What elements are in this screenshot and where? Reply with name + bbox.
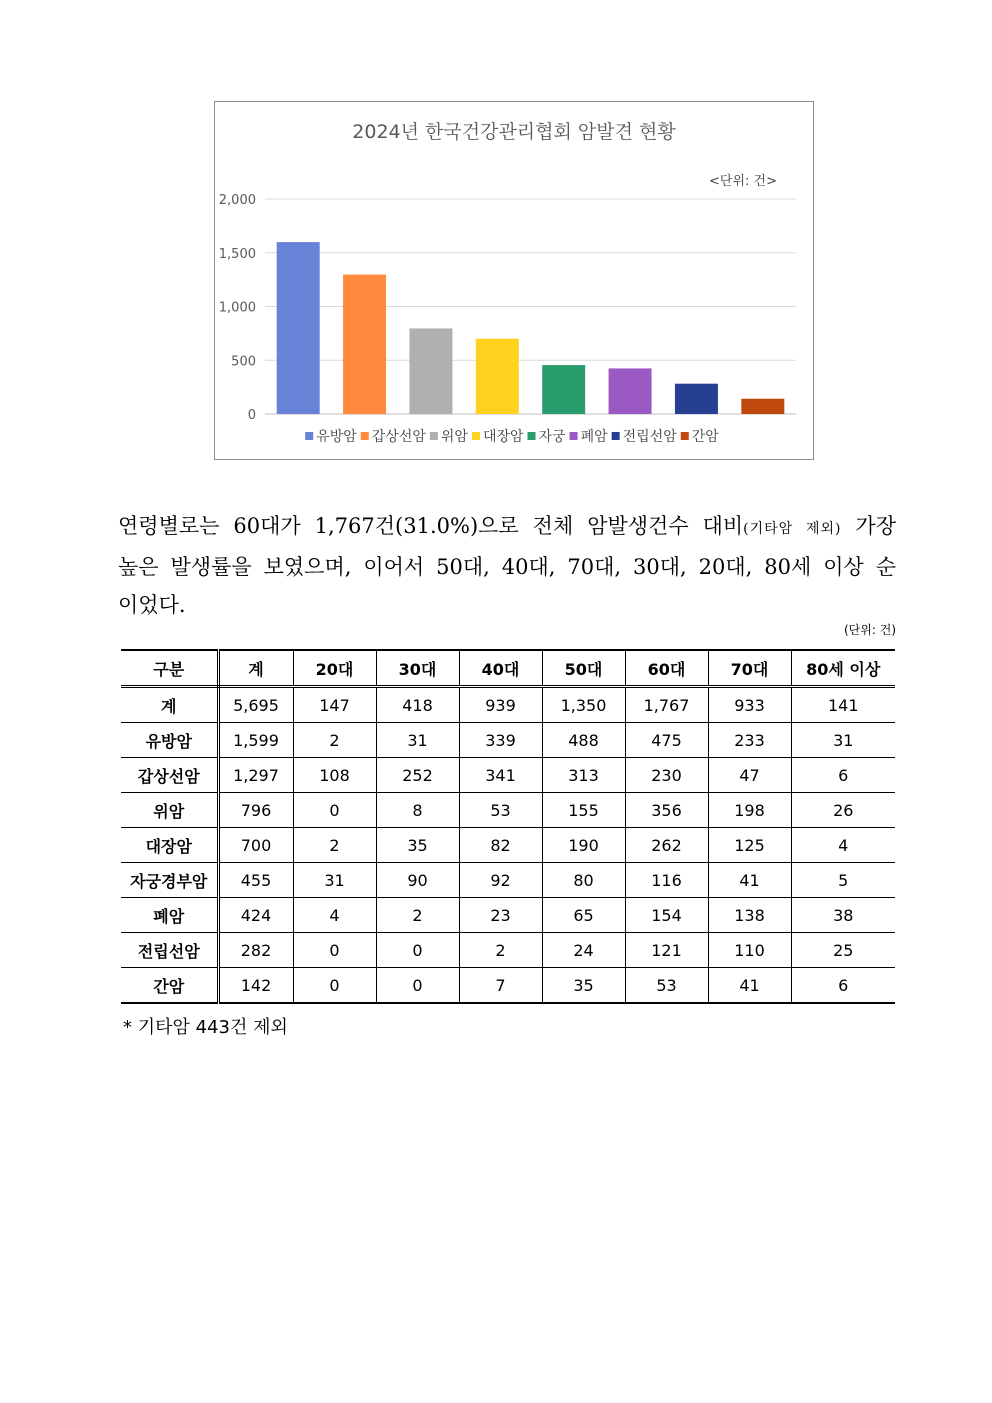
analysis-paragraph	[118, 507, 896, 624]
header-구분: 구분	[121, 650, 218, 687]
table-cell: 488	[542, 723, 625, 758]
footnote: * 기타암 443건 제외	[123, 1017, 288, 1038]
table-cell: 24	[542, 933, 625, 968]
table-cell: 198	[708, 793, 791, 828]
table-cell: 341	[459, 758, 542, 793]
paragraph-note: (기타암 제외)	[743, 521, 842, 537]
table-cell: 4	[791, 828, 895, 863]
bar-폐암	[609, 368, 652, 414]
table-cell: 424	[218, 898, 293, 933]
table-cell: 141	[791, 687, 895, 723]
table-cell: 700	[218, 828, 293, 863]
y-tick-label: 0	[247, 408, 256, 423]
legend-swatch	[612, 432, 620, 440]
table-cell: 6	[791, 968, 895, 1004]
table-cell: 116	[625, 863, 708, 898]
table-cell: 356	[625, 793, 708, 828]
legend-label: 폐암	[580, 429, 608, 445]
legend-swatch	[528, 432, 536, 440]
header-30대: 30대	[376, 650, 459, 687]
chart-unit-label: <단위: 건>	[709, 174, 777, 189]
table-cell: 0	[376, 968, 459, 1004]
table-cell: 0	[293, 933, 376, 968]
table-row	[121, 687, 895, 723]
table-cell: 796	[218, 793, 293, 828]
table-cell: 25	[791, 933, 895, 968]
table-cell: 108	[293, 758, 376, 793]
table-cell: 110	[708, 933, 791, 968]
paragraph-main: 연령별로는 60대가 1,767건(31.0%)으로 전체 암발생건수 대비	[118, 514, 744, 538]
table-cell: 1,297	[218, 758, 293, 793]
legend-swatch	[361, 432, 369, 440]
table-header-row	[121, 650, 895, 687]
table-cell: 939	[459, 687, 542, 723]
y-tick-label: 2,000	[218, 193, 256, 208]
legend-swatch	[570, 432, 578, 440]
table-cell: 2	[293, 723, 376, 758]
bar-유방암	[277, 242, 320, 414]
table-cell: 31	[791, 723, 895, 758]
table-cell: 313	[542, 758, 625, 793]
table-cell: 339	[459, 723, 542, 758]
table-cell: 23	[459, 898, 542, 933]
chart-title: 2024년 한국건강관리협회 암발견 현황	[352, 121, 676, 143]
table-row	[121, 898, 895, 933]
table-cell: 282	[218, 933, 293, 968]
row-label: 유방암	[121, 723, 218, 758]
table-cell: 2	[293, 828, 376, 863]
table-cell: 7	[459, 968, 542, 1004]
table-cell: 121	[625, 933, 708, 968]
table-cell: 5,695	[218, 687, 293, 723]
table-cell: 418	[376, 687, 459, 723]
table-cell: 1,767	[625, 687, 708, 723]
table-cell: 933	[708, 687, 791, 723]
table-cell: 1,350	[542, 687, 625, 723]
header-40대: 40대	[459, 650, 542, 687]
table-row	[121, 863, 895, 898]
table-cell: 230	[625, 758, 708, 793]
table-cell: 0	[293, 968, 376, 1004]
table-row	[121, 828, 895, 863]
table-cell: 190	[542, 828, 625, 863]
chart-canvas	[215, 102, 813, 459]
table-cell: 26	[791, 793, 895, 828]
table-cell: 252	[376, 758, 459, 793]
table-cell: 0	[293, 793, 376, 828]
header-50대: 50대	[542, 650, 625, 687]
row-label: 간암	[121, 968, 218, 1004]
table-cell: 92	[459, 863, 542, 898]
bar-전립선암	[675, 384, 718, 414]
paragraph-rest: 가장 높은 발생률을 보였으며, 이어서 50대, 40대, 70대, 30대, 20대, 80세 이상 순이었다.	[118, 514, 896, 617]
header-20대: 20대	[293, 650, 376, 687]
table-cell: 80	[542, 863, 625, 898]
table-unit-label: (단위: 건)	[844, 623, 896, 637]
legend-swatch	[681, 432, 689, 440]
table-cell: 455	[218, 863, 293, 898]
table-cell: 38	[791, 898, 895, 933]
row-label: 계	[121, 687, 218, 723]
header-70대: 70대	[708, 650, 791, 687]
table-cell: 2	[459, 933, 542, 968]
bar-갑상선암	[343, 275, 386, 414]
legend-label: 대장암	[482, 429, 524, 445]
table-cell: 35	[376, 828, 459, 863]
table-cell: 31	[376, 723, 459, 758]
table-cell: 475	[625, 723, 708, 758]
table-cell: 31	[293, 863, 376, 898]
bar-대장암	[476, 339, 519, 414]
legend-label: 전립선암	[622, 429, 677, 445]
y-tick-label: 500	[231, 354, 256, 370]
table-cell: 154	[625, 898, 708, 933]
age-cancer-table	[121, 649, 895, 1004]
legend-swatch	[305, 432, 313, 440]
table-cell: 142	[218, 968, 293, 1004]
table-cell: 0	[376, 933, 459, 968]
legend-label: 갑상선암	[371, 429, 426, 445]
row-label: 갑상선암	[121, 758, 218, 793]
legend-label: 위암	[440, 429, 468, 445]
table-row	[121, 933, 895, 968]
table-cell: 6	[791, 758, 895, 793]
y-tick-label: 1,000	[218, 300, 256, 316]
legend-label: 간암	[691, 429, 719, 445]
table-cell: 53	[625, 968, 708, 1004]
table-cell: 65	[542, 898, 625, 933]
table-cell: 125	[708, 828, 791, 863]
row-label: 위암	[121, 793, 218, 828]
table-cell: 5	[791, 863, 895, 898]
table-cell: 4	[293, 898, 376, 933]
row-label: 폐암	[121, 898, 218, 933]
header-60대: 60대	[625, 650, 708, 687]
table-cell: 35	[542, 968, 625, 1004]
header-80세 이상: 80세 이상	[791, 650, 895, 687]
table-row	[121, 723, 895, 758]
table-cell: 53	[459, 793, 542, 828]
table-cell: 2	[376, 898, 459, 933]
table-cell: 1,599	[218, 723, 293, 758]
cancer-detection-chart	[214, 101, 814, 460]
bar-간암	[741, 399, 784, 414]
table-cell: 138	[708, 898, 791, 933]
table-cell: 147	[293, 687, 376, 723]
table-cell: 233	[708, 723, 791, 758]
bar-위암	[409, 328, 452, 414]
table-row	[121, 793, 895, 828]
legend-swatch	[472, 432, 480, 440]
row-label: 전립선암	[121, 933, 218, 968]
table-cell: 82	[459, 828, 542, 863]
legend-label: 자궁	[538, 429, 566, 445]
y-tick-label: 1,500	[218, 246, 256, 262]
legend-swatch	[430, 432, 438, 440]
table-cell: 41	[708, 863, 791, 898]
row-label: 대장암	[121, 828, 218, 863]
table-cell: 41	[708, 968, 791, 1004]
table-cell: 90	[376, 863, 459, 898]
header-계: 계	[218, 650, 293, 687]
bar-자궁	[542, 365, 585, 414]
table-row	[121, 968, 895, 1004]
table-cell: 8	[376, 793, 459, 828]
row-label: 자궁경부암	[121, 863, 218, 898]
table-cell: 155	[542, 793, 625, 828]
table-cell: 47	[708, 758, 791, 793]
table-cell: 262	[625, 828, 708, 863]
table-row	[121, 758, 895, 793]
legend-label: 유방암	[316, 429, 357, 445]
